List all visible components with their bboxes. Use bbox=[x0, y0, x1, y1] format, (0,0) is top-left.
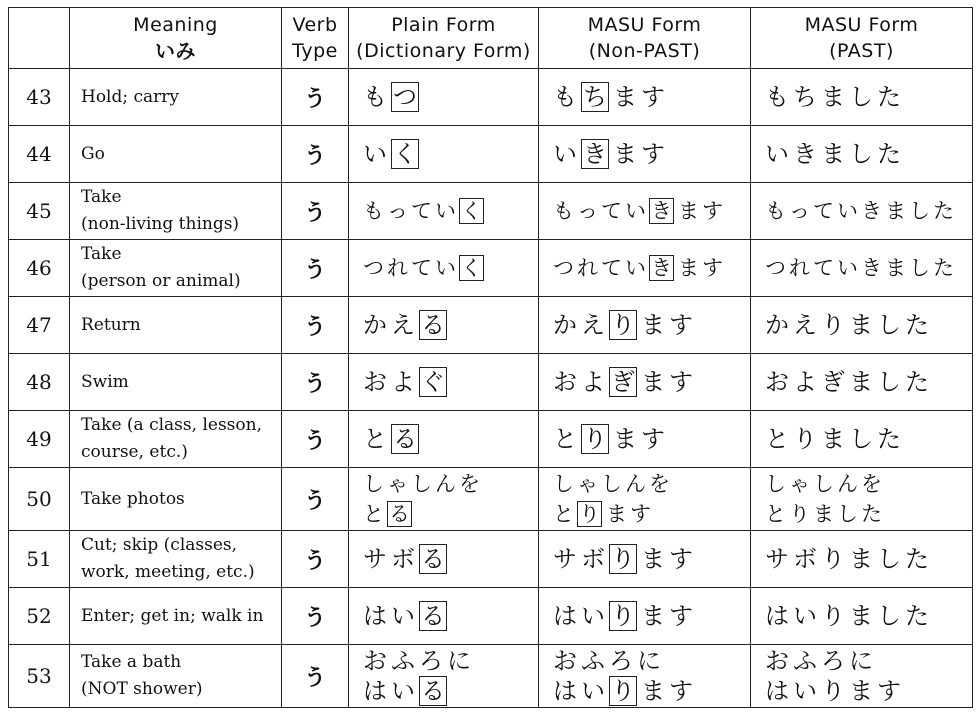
plain-form-boxed-kana: く bbox=[393, 140, 417, 168]
meaning-line: Hold; carry bbox=[81, 86, 180, 107]
masu-nonpast-line bbox=[553, 196, 749, 226]
masu-nonpast-line bbox=[553, 499, 749, 529]
plain-form-stem: サボ bbox=[363, 545, 419, 573]
masu-nonpast-stem: サボ bbox=[553, 545, 609, 573]
masu-nonpast-boxed-kana: り bbox=[611, 677, 635, 705]
masu-nonpast-line bbox=[553, 646, 749, 676]
verb-type-cell: う bbox=[282, 468, 349, 531]
table-body bbox=[9, 69, 973, 708]
header-meaning-en: Meaning bbox=[133, 14, 218, 36]
masu-nonpast-cell bbox=[539, 645, 751, 708]
header-plain-form-line1: Plain Form bbox=[391, 14, 496, 36]
masu-nonpast-cell bbox=[539, 354, 751, 411]
masu-nonpast-boxed-kana: り bbox=[583, 425, 607, 453]
header-masu-nonpast bbox=[539, 8, 751, 69]
masu-nonpast-ending: ます bbox=[641, 602, 697, 630]
masu-nonpast-line bbox=[553, 544, 749, 574]
meaning-line: Swim bbox=[81, 371, 129, 392]
table-row bbox=[9, 354, 973, 411]
masu-nonpast-boxed-kana: り bbox=[611, 602, 635, 630]
masu-nonpast-stem: およ bbox=[553, 368, 609, 396]
masu-past-line: もちました bbox=[765, 83, 905, 111]
row-number: 44 bbox=[9, 126, 70, 183]
masu-nonpast-ending: ます bbox=[678, 199, 726, 223]
header-plain-form bbox=[349, 8, 539, 69]
masu-nonpast-stem: と bbox=[553, 502, 577, 526]
meaning-line: Return bbox=[81, 314, 141, 335]
table-row bbox=[9, 297, 973, 354]
masu-nonpast-boxed-kana: き bbox=[651, 256, 672, 280]
row-number: 45 bbox=[9, 183, 70, 240]
masu-past-cell bbox=[751, 183, 973, 240]
verb-type-cell: う bbox=[282, 645, 349, 708]
masu-nonpast-ending: ます bbox=[613, 140, 669, 168]
plain-form-line bbox=[363, 367, 537, 397]
header-masu-nonpast-line1: MASU Form bbox=[587, 14, 702, 36]
masu-nonpast-cell bbox=[539, 588, 751, 645]
plain-form-cell bbox=[349, 69, 539, 126]
plain-form-boxed-kana: る bbox=[421, 311, 445, 339]
masu-nonpast-ending: ます bbox=[606, 502, 654, 526]
meaning-line: Go bbox=[81, 143, 105, 164]
meaning-line: work, meeting, etc.) bbox=[81, 562, 255, 582]
verb-type-cell: う bbox=[282, 183, 349, 240]
plain-form-line bbox=[363, 676, 537, 706]
header-verb-type bbox=[282, 8, 349, 69]
masu-nonpast-cell bbox=[539, 297, 751, 354]
verb-type-cell: う bbox=[282, 126, 349, 183]
plain-form-line bbox=[363, 424, 537, 454]
plain-form-line bbox=[363, 601, 537, 631]
masu-nonpast-boxed-kana: り bbox=[579, 502, 600, 526]
plain-form-boxed-kana: く bbox=[461, 256, 482, 280]
meaning-cell bbox=[70, 69, 282, 126]
header-row bbox=[9, 8, 973, 69]
masu-nonpast-boxed-kana: ぎ bbox=[611, 368, 635, 396]
plain-form-line bbox=[363, 139, 537, 169]
masu-nonpast-ending: ます bbox=[641, 677, 697, 705]
header-verb-type-line2: Type bbox=[292, 40, 338, 62]
row-number: 49 bbox=[9, 411, 70, 468]
row-number: 46 bbox=[9, 240, 70, 297]
masu-nonpast-boxed-kana: ち bbox=[583, 83, 607, 111]
plain-form-line bbox=[363, 544, 537, 574]
header-masu-past-line1: MASU Form bbox=[804, 14, 919, 36]
row-number: 51 bbox=[9, 531, 70, 588]
masu-past-cell bbox=[751, 126, 973, 183]
masu-nonpast-cell bbox=[539, 531, 751, 588]
masu-past-line: しゃしんを bbox=[765, 472, 885, 496]
meaning-cell bbox=[70, 645, 282, 708]
plain-form-stem: およ bbox=[363, 368, 419, 396]
masu-past-line: おふろに bbox=[765, 647, 877, 675]
plain-form-cell bbox=[349, 645, 539, 708]
masu-nonpast-stem: はい bbox=[553, 602, 609, 630]
meaning-line: Cut; skip (classes, bbox=[81, 535, 238, 555]
plain-form-stem: はい bbox=[363, 602, 419, 630]
plain-form-stem: かえ bbox=[363, 311, 419, 339]
plain-form-line bbox=[363, 469, 537, 499]
table-row bbox=[9, 588, 973, 645]
plain-form-boxed-kana: る bbox=[421, 677, 445, 705]
masu-past-cell bbox=[751, 645, 973, 708]
plain-form-line bbox=[363, 82, 537, 112]
masu-nonpast-stem: もってい bbox=[553, 199, 649, 223]
verb-type-cell: う bbox=[282, 297, 349, 354]
plain-form-cell bbox=[349, 183, 539, 240]
plain-form-stem: と bbox=[363, 502, 387, 526]
meaning-cell bbox=[70, 411, 282, 468]
header-number bbox=[9, 8, 70, 69]
meaning-cell bbox=[70, 468, 282, 531]
plain-form-cell bbox=[349, 468, 539, 531]
masu-nonpast-cell bbox=[539, 69, 751, 126]
table-row bbox=[9, 468, 973, 531]
plain-form-boxed-kana: つ bbox=[393, 83, 417, 111]
masu-nonpast-cell bbox=[539, 240, 751, 297]
masu-nonpast-line bbox=[553, 424, 749, 454]
masu-past-line: はいります bbox=[765, 677, 905, 705]
plain-form-line bbox=[363, 499, 537, 529]
meaning-cell bbox=[70, 240, 282, 297]
plain-form-boxed-kana: る bbox=[421, 545, 445, 573]
table-row bbox=[9, 531, 973, 588]
header-masu-past bbox=[751, 8, 973, 69]
header-meaning-jp: いみ bbox=[155, 39, 196, 63]
masu-past-cell bbox=[751, 240, 973, 297]
masu-nonpast-ending: ます bbox=[641, 368, 697, 396]
masu-past-line: もっていきました bbox=[765, 199, 957, 223]
table-row bbox=[9, 126, 973, 183]
masu-past-line: いきました bbox=[765, 140, 905, 168]
plain-form-stem: しゃしんを bbox=[363, 472, 483, 496]
masu-nonpast-cell bbox=[539, 411, 751, 468]
masu-nonpast-line bbox=[553, 82, 749, 112]
plain-form-boxed-kana: る bbox=[389, 502, 410, 526]
plain-form-cell bbox=[349, 411, 539, 468]
masu-nonpast-cell bbox=[539, 126, 751, 183]
masu-past-line: とりました bbox=[765, 502, 885, 526]
row-number: 48 bbox=[9, 354, 70, 411]
meaning-line: (person or animal) bbox=[81, 271, 241, 291]
masu-nonpast-line bbox=[553, 676, 749, 706]
meaning-line: Enter; get in; walk in bbox=[81, 605, 264, 626]
table-row bbox=[9, 411, 973, 468]
meaning-cell bbox=[70, 531, 282, 588]
masu-nonpast-stem: かえ bbox=[553, 311, 609, 339]
verb-type-cell: う bbox=[282, 531, 349, 588]
row-number: 52 bbox=[9, 588, 70, 645]
plain-form-stem: つれてい bbox=[363, 256, 459, 280]
meaning-cell bbox=[70, 126, 282, 183]
masu-nonpast-stem: はい bbox=[553, 677, 609, 705]
header-verb-type-line1: Verb bbox=[292, 14, 338, 36]
plain-form-line bbox=[363, 310, 537, 340]
plain-form-line bbox=[363, 253, 537, 283]
meaning-line: course, etc.) bbox=[81, 442, 188, 462]
masu-past-cell bbox=[751, 69, 973, 126]
masu-past-cell bbox=[751, 297, 973, 354]
verb-type-cell: う bbox=[282, 69, 349, 126]
masu-nonpast-boxed-kana: り bbox=[611, 311, 635, 339]
plain-form-stem: おふろに bbox=[363, 647, 475, 675]
masu-past-line: かえりました bbox=[765, 311, 933, 339]
header-plain-form-line2: (Dictionary Form) bbox=[356, 40, 531, 62]
plain-form-line bbox=[363, 646, 537, 676]
plain-form-stem: と bbox=[363, 425, 391, 453]
masu-past-line: とりました bbox=[765, 425, 905, 453]
verb-conjugation-table bbox=[8, 7, 973, 708]
plain-form-boxed-kana: る bbox=[393, 425, 417, 453]
meaning-cell bbox=[70, 354, 282, 411]
masu-past-cell bbox=[751, 531, 973, 588]
meaning-line: Take photos bbox=[81, 488, 185, 509]
table-row bbox=[9, 240, 973, 297]
meaning-line: (non-living things) bbox=[81, 214, 240, 234]
masu-past-line: およぎました bbox=[765, 368, 933, 396]
meaning-line: (NOT shower) bbox=[81, 679, 203, 699]
meaning-line: Take a bath bbox=[81, 652, 182, 672]
row-number: 43 bbox=[9, 69, 70, 126]
plain-form-stem: い bbox=[363, 140, 391, 168]
meaning-cell bbox=[70, 183, 282, 240]
masu-nonpast-line bbox=[553, 469, 749, 499]
masu-nonpast-stem: い bbox=[553, 140, 581, 168]
header-meaning bbox=[70, 8, 282, 69]
masu-nonpast-boxed-kana: り bbox=[611, 545, 635, 573]
plain-form-cell bbox=[349, 126, 539, 183]
masu-nonpast-line bbox=[553, 601, 749, 631]
meaning-cell bbox=[70, 297, 282, 354]
table-row bbox=[9, 69, 973, 126]
row-number: 47 bbox=[9, 297, 70, 354]
plain-form-boxed-kana: く bbox=[461, 199, 482, 223]
plain-form-stem: も bbox=[363, 83, 391, 111]
masu-nonpast-stem: しゃしんを bbox=[553, 472, 673, 496]
verb-type-cell: う bbox=[282, 588, 349, 645]
masu-nonpast-ending: ます bbox=[678, 256, 726, 280]
masu-nonpast-ending: ます bbox=[641, 311, 697, 339]
masu-past-cell bbox=[751, 354, 973, 411]
plain-form-cell bbox=[349, 588, 539, 645]
table-row bbox=[9, 645, 973, 708]
header-masu-past-line2: (PAST) bbox=[829, 40, 894, 62]
plain-form-stem: はい bbox=[363, 677, 419, 705]
masu-nonpast-stem: つれてい bbox=[553, 256, 649, 280]
plain-form-line bbox=[363, 196, 537, 226]
masu-past-line: はいりました bbox=[765, 602, 933, 630]
plain-form-stem: もってい bbox=[363, 199, 459, 223]
row-number: 53 bbox=[9, 645, 70, 708]
masu-nonpast-stem: も bbox=[553, 83, 581, 111]
masu-nonpast-stem: と bbox=[553, 425, 581, 453]
masu-past-cell bbox=[751, 588, 973, 645]
masu-nonpast-line bbox=[553, 139, 749, 169]
plain-form-cell bbox=[349, 297, 539, 354]
header-masu-nonpast-line2: (Non-PAST) bbox=[588, 40, 701, 62]
table-row bbox=[9, 183, 973, 240]
masu-nonpast-cell bbox=[539, 183, 751, 240]
plain-form-boxed-kana: る bbox=[421, 602, 445, 630]
masu-past-cell bbox=[751, 411, 973, 468]
masu-nonpast-stem: おふろに bbox=[553, 647, 665, 675]
plain-form-cell bbox=[349, 354, 539, 411]
masu-past-cell bbox=[751, 468, 973, 531]
plain-form-cell bbox=[349, 531, 539, 588]
masu-past-line: つれていきました bbox=[765, 256, 957, 280]
meaning-line: Take (a class, lesson, bbox=[81, 415, 262, 435]
masu-nonpast-cell bbox=[539, 468, 751, 531]
masu-nonpast-ending: ます bbox=[613, 425, 669, 453]
masu-nonpast-boxed-kana: き bbox=[583, 140, 607, 168]
masu-past-line: サボりました bbox=[765, 545, 933, 573]
meaning-cell bbox=[70, 588, 282, 645]
plain-form-boxed-kana: ぐ bbox=[421, 368, 445, 396]
masu-nonpast-line bbox=[553, 253, 749, 283]
meaning-line: Take bbox=[81, 187, 122, 207]
row-number: 50 bbox=[9, 468, 70, 531]
masu-nonpast-line bbox=[553, 367, 749, 397]
verb-type-cell: う bbox=[282, 240, 349, 297]
masu-nonpast-ending: ます bbox=[641, 545, 697, 573]
verb-type-cell: う bbox=[282, 354, 349, 411]
masu-nonpast-line bbox=[553, 310, 749, 340]
meaning-line: Take bbox=[81, 244, 122, 264]
masu-nonpast-boxed-kana: き bbox=[651, 199, 672, 223]
verb-type-cell: う bbox=[282, 411, 349, 468]
plain-form-cell bbox=[349, 240, 539, 297]
masu-nonpast-ending: ます bbox=[613, 83, 669, 111]
